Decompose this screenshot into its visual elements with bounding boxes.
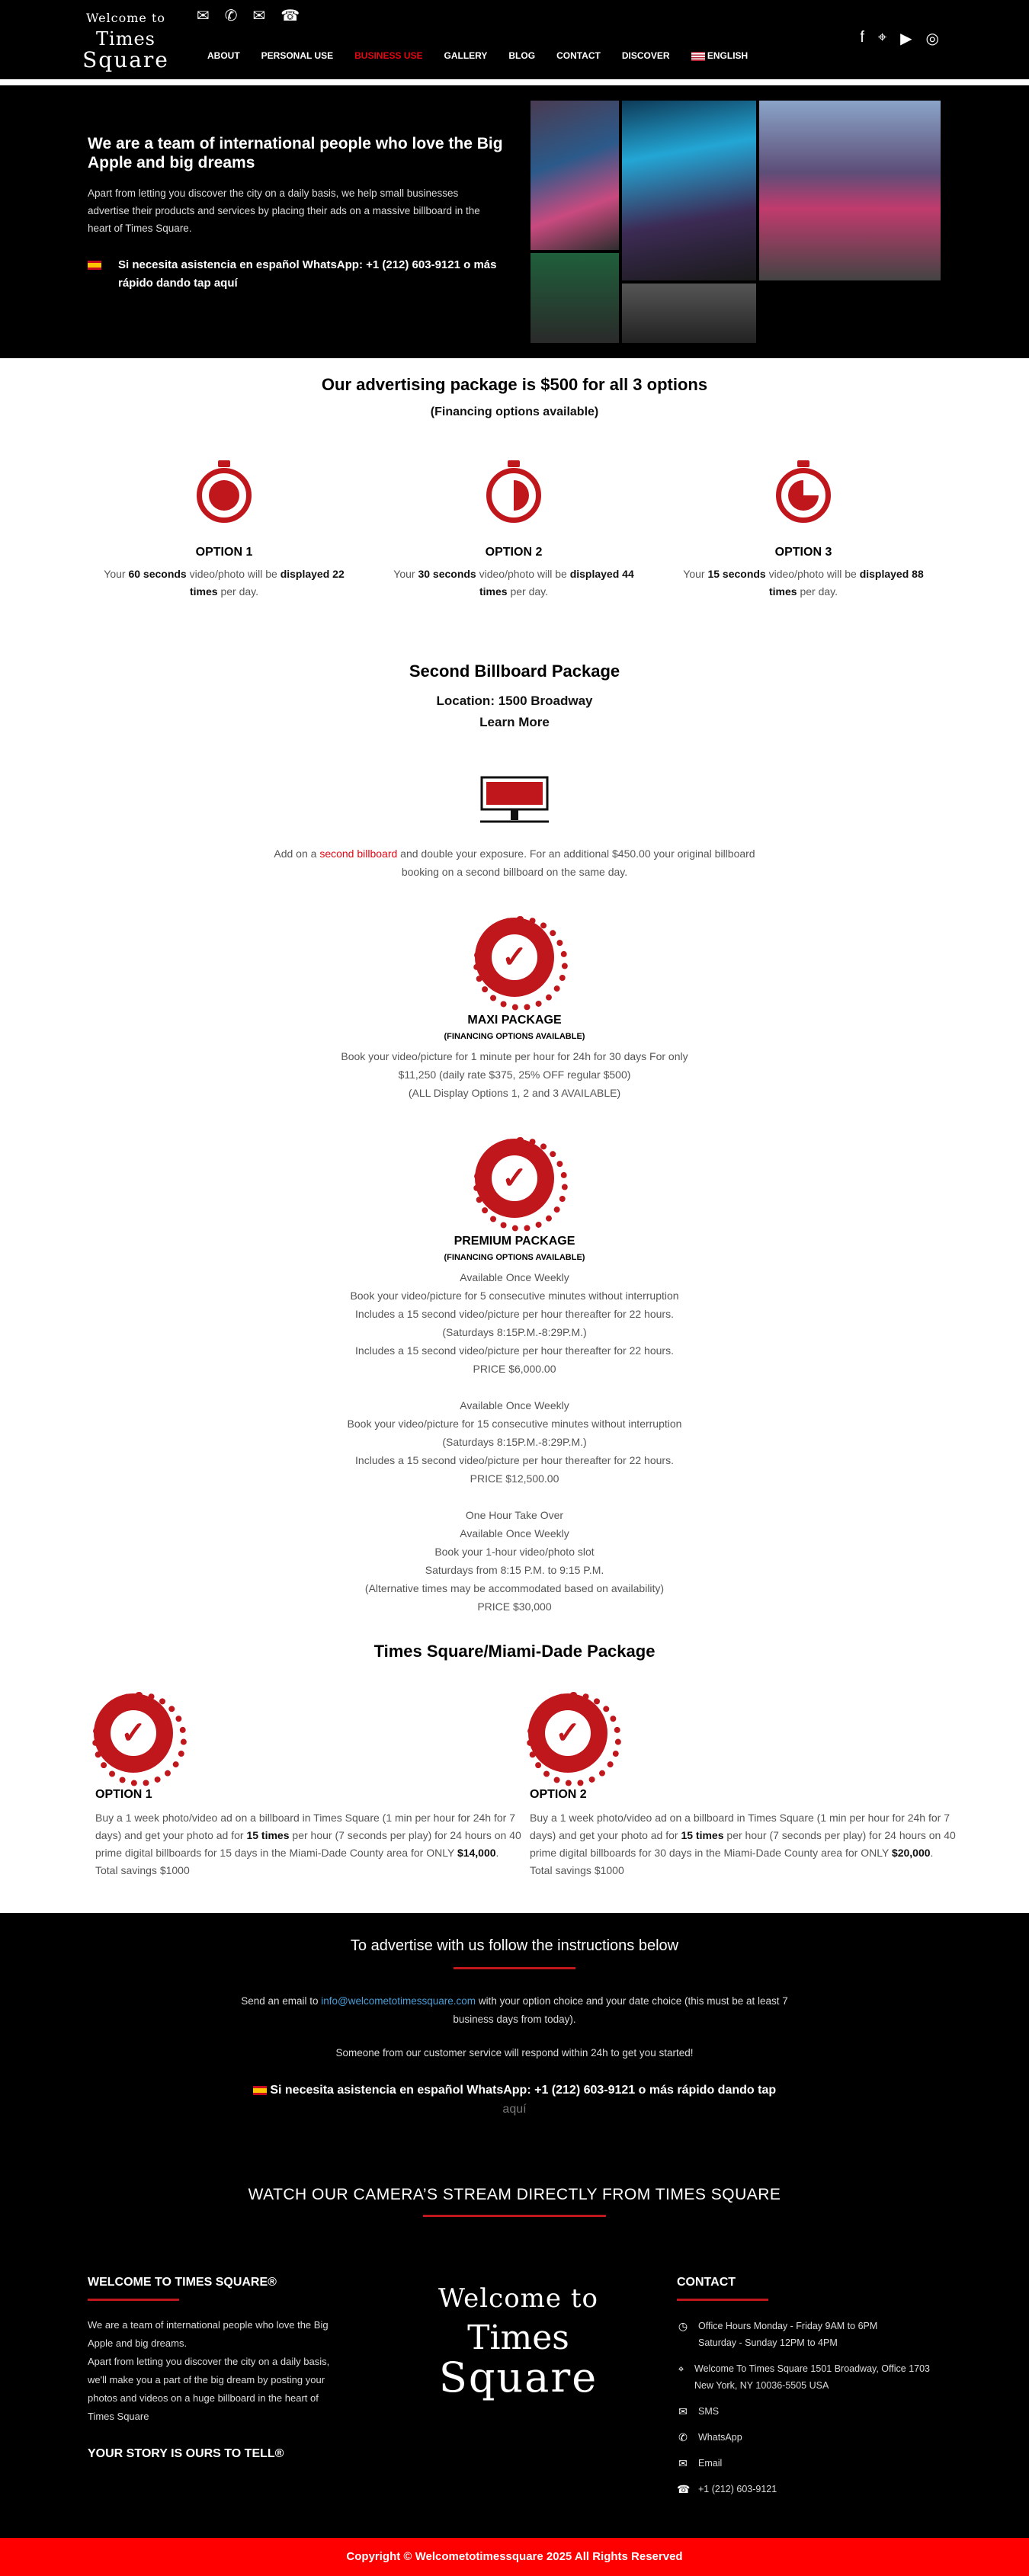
premium-package: PREMIUM PACKAGE (FINANCING OPTIONS AVAILABLE) Available Once Weekly Book your video/picture for 5 consecutive minutes without interruption Includes a 15 second video/picture per hour thereafter for 22 hours. (Saturdays 8:15P.M.-8:29P.M.) Includes a 15 second video/picture per hour thereafter for 22 hours. PRICE $6,000.00 Available Once Weekly Book your video/picture for 15 consecutive minutes without interruption (Saturdays 8:15P.M.-8:29P.M.) Includes a 15 second video/picture per hour thereafter for 22 hours. PRICE $12,500.00 One Hour Take Over Available Once Weekly Book your 1-hour video/photo slot Saturdays from 8:15 P.M. to 9:15 P.M. (Alternative times may be accommodated based on availability) PRICE $30,000 [347, 1235, 682, 1613]
nav-language[interactable]: ENGLISH [691, 50, 749, 61]
map-pin-icon[interactable]: ⌖ [877, 29, 887, 46]
phone-icon[interactable]: ☎ [280, 8, 300, 24]
check-badge-icon: ✓ [479, 922, 550, 992]
hero-photo-collage [529, 99, 942, 344]
chat-icon[interactable]: ✉ [197, 8, 210, 24]
whatsapp-icon: ✆ [678, 2431, 688, 2443]
ad-package-heading: Our advertising package is $500 for all 3 options (Financing options available) [321, 375, 708, 418]
second-billboard-link[interactable]: second billboard [319, 847, 398, 860]
times-square-photo [529, 99, 620, 252]
email-icon: ✉ [678, 2457, 688, 2469]
respond-text: Someone from our customer service will respond within 24h to get you started! [335, 2047, 694, 2059]
email-icon[interactable]: ✉ [252, 8, 266, 24]
times-square-photo [620, 99, 758, 282]
site-logo[interactable]: Welcome to Times Square [82, 11, 169, 72]
social-icons [860, 29, 939, 48]
option-1: OPTION 1 Your 60 seconds video/photo will be displayed 22 times per day. [104, 546, 345, 598]
divider [423, 2215, 606, 2217]
divider [454, 1967, 575, 1969]
spain-flag-icon [253, 2086, 267, 2095]
maxi-package: MAXI PACKAGE (FINANCING OPTIONS AVAILABLE) Book your video/picture for 1 minute per hour for 24h for 30 days For only $11,250 (daily rate $375, 25% OFF regular $500) (ALL Display Options 1, 2 and 3 AVAILABLE) [341, 1014, 688, 1099]
facebook-icon[interactable]: f [860, 29, 864, 46]
contact-email[interactable]: ✉ Email [677, 2455, 951, 2472]
stopwatch-full-icon [197, 460, 252, 521]
site-header [0, 0, 1029, 82]
option-2: OPTION 2 Your 30 seconds video/photo will be displayed 44 times per day. [393, 546, 634, 598]
copyright-bar: Copyright © Welcometotimessquare 2025 All Rights Reserved [0, 2538, 1029, 2576]
contact-phone[interactable]: ☎ +1 (212) 603-9121 [677, 2481, 951, 2498]
footer-logo[interactable]: Welcome to Times Square [438, 2283, 598, 2401]
top-contact-icons [197, 6, 300, 25]
instructions-and-footer [0, 1913, 1029, 2538]
contact-sms[interactable]: ✉ SMS [677, 2403, 951, 2420]
phone-icon: ☎ [677, 2483, 691, 2495]
times-square-photo [758, 99, 942, 282]
clock-icon: ◷ [678, 2320, 688, 2332]
stopwatch-half-icon [486, 460, 541, 521]
instructions-text: Send an email to info@welcometotimessquare.com with your option choice and your date choice (this must be at least 7 business days from today). [241, 1995, 788, 2025]
nav-contact[interactable]: CONTACT [556, 50, 601, 61]
instagram-icon[interactable]: ◎ [925, 30, 939, 47]
times-square-photo [620, 282, 758, 344]
option-3: OPTION 3 Your 15 seconds video/photo will be displayed 88 times per day. [683, 546, 924, 598]
stopwatch-quarter-icon [776, 460, 831, 521]
stream-title: WATCH OUR CAMERA’S STREAM DIRECTLY FROM TIMES SQUARE [248, 2186, 781, 2203]
contact-address[interactable]: ⌖ Welcome To Times Square 1501 Broadway, Office 1703 New York, NY 10036-5505 USA [677, 2360, 951, 2394]
check-badge-icon: ✓ [533, 1698, 603, 1768]
nav-personal-use[interactable]: PERSONAL USE [261, 50, 334, 61]
miami-option-1: OPTION 1 Buy a 1 week photo/video ad on a billboard in Times Square (1 min per hour for 24h for 7 days) and get your photo ad for 15 times per hour (7 seconds per play) for 24 hours on 40 prime digital billboards for 15 days in the Miami-Dade County area for ONLY $14,000. Total savings $1000 [95, 1788, 521, 1876]
instructions-title: To advertise with us follow the instructions below [350, 1937, 679, 1954]
nav-blog[interactable]: BLOG [508, 50, 536, 61]
check-badge-icon: ✓ [98, 1698, 168, 1768]
instructions-whatsapp-link[interactable]: Si necesita asistencia en español WhatsApp: +1 (212) 603-9121 o más rápido dando tap aquí [240, 2081, 789, 2119]
contact-whatsapp[interactable]: ✆ WhatsApp [677, 2429, 951, 2446]
spain-flag-icon [88, 261, 101, 270]
second-billboard-section: Second Billboard Package Location: 1500 Broadway Learn More [0, 662, 1029, 730]
nav-gallery[interactable]: GALLERY [444, 50, 488, 61]
youtube-icon[interactable]: ▶ [900, 30, 912, 47]
email-link[interactable]: info@welcometotimessquare.com [321, 1995, 476, 2007]
footer-about: WELCOME TO TIMES SQUARE® We are a team of international people who love the Big Apple and big dreams. Apart from letting you discover the city on a daily basis, we'll make you a part of the big dream by posting your photos and videos on a huge billboard in the heart of Times Square YOUR STORY IS OURS TO TELL® [88, 2276, 330, 2460]
us-flag-icon [691, 52, 705, 61]
check-badge-icon: ✓ [479, 1143, 550, 1213]
second-billboard-text: Add on a second billboard and double your exposure. For an additional $450.00 your original billboard booking on a second billboard on the same day. [274, 847, 755, 878]
hero-text: Apart from letting you discover the city on a daily basis, we help small businesses advertise their products and services by placing their ads on a massive billboard in the heart of Times Square. [88, 187, 480, 234]
map-pin-icon: ⌖ [678, 2363, 684, 2375]
hero-title: We are a team of international people who love the Big Apple and big dreams [88, 135, 503, 171]
learn-more-link[interactable]: Learn More [479, 715, 550, 729]
nav-about[interactable]: ABOUT [207, 50, 240, 61]
nav-discover[interactable]: DISCOVER [621, 50, 670, 61]
hero-section [0, 85, 1029, 358]
miami-option-2: OPTION 2 Buy a 1 week photo/video ad on a billboard in Times Square (1 min per hour for 24h for 7 days) and get your photo ad for 15 times per hour (7 seconds per play) for 24 hours on 40 prime digital billboards for 30 days in the Miami-Dade County area for ONLY $20,000. Total savings $1000 [530, 1788, 956, 1876]
hero-whatsapp-link[interactable]: Si necesita asistencia en español WhatsApp: +1 (212) 603-9121 o más rápido dando tap aquí [88, 256, 514, 293]
times-square-photo [529, 252, 620, 344]
main-nav [207, 50, 748, 61]
whatsapp-icon[interactable]: ✆ [224, 8, 238, 24]
divider [88, 2299, 179, 2301]
billboard-icon [479, 776, 550, 825]
miami-package-heading: Times Square/Miami-Dade Package [373, 1642, 656, 1661]
chat-icon: ✉ [678, 2405, 688, 2417]
divider [677, 2299, 768, 2301]
nav-business-use[interactable]: BUSINESS USE [354, 50, 423, 61]
footer-contact: CONTACT ◷ Office Hours Monday - Friday 9AM to 6PM Saturday - Sunday 12PM to 4PM ⌖ Welcome To Times Square 1501 Broadway, Office 1703 New York, NY 10036-5505 USA ✉ SMS ✆ WhatsApp ✉ Email ☎ +1 (212) 603-9121 [677, 2276, 951, 2498]
